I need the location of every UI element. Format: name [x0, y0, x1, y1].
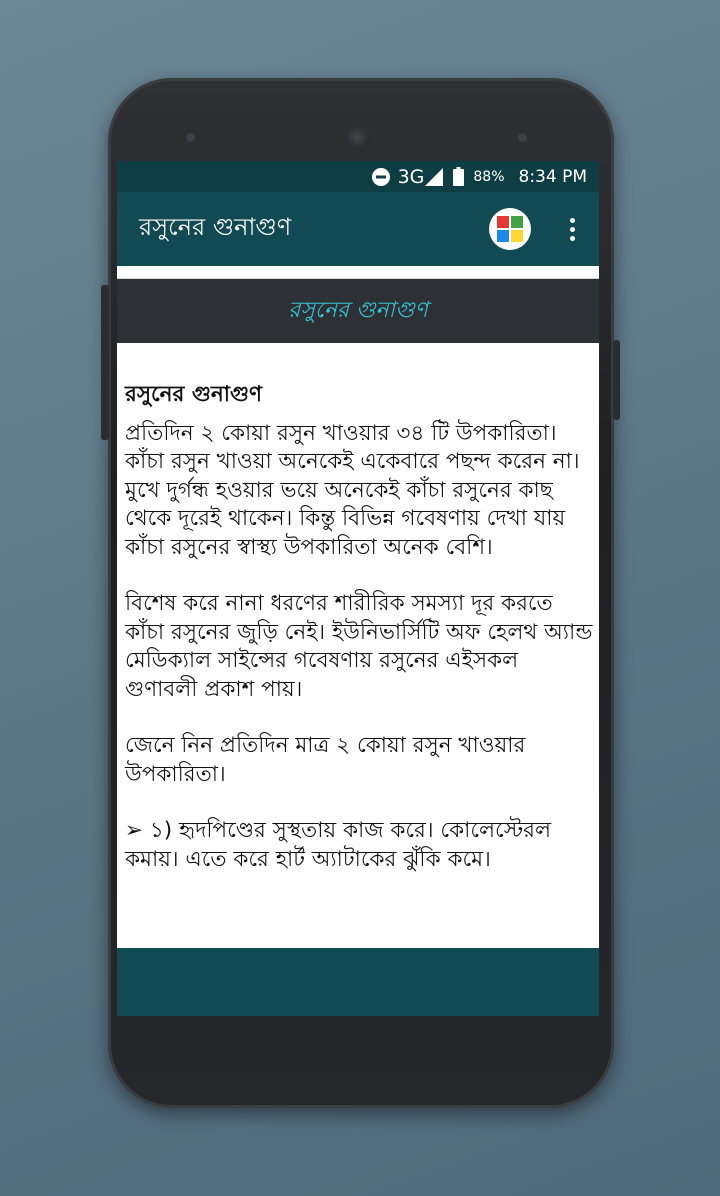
status-bar — [117, 161, 599, 192]
article-paragraph-3: জেনে নিন প্রতিদিন মাত্র ২ কোয়া রসুন খাওয়ার উপকারিতা। — [125, 733, 526, 787]
network-type: 3G — [397, 165, 425, 188]
windows-logo-icon[interactable] — [489, 208, 531, 250]
article-heading: রসুনের গুনাগুণ — [125, 382, 263, 407]
earpiece-speaker-icon — [344, 126, 370, 148]
article-paragraph-1: প্রতিদিন ২ কোয়া রসুন খাওয়ার ৩৪ টি উপকারিতা। কাঁচা রসুন খাওয়া অনেকেই একেবারে পছন্দ করেন না। মুখে দুর্গন্ধ হওয়ার ভয়ে অনেকেই কাঁচা রসুনের কাছ থেকে দূরেই থাকেন। কিন্তু বিভিন্ন গবেষণায় দেখা যায় কাঁচা রসুনের স্বাস্থ্য উপকারিতা অনেক বেশি। — [125, 420, 580, 560]
article-paragraph-4: ➢ ১) হৃদপিণ্ডের সুস্থতায় কাজ করে। কোলেস্টেরল কমায়। এতে করে হার্ট অ্যাটাকের ঝুঁকি কমে। — [125, 818, 552, 872]
app-bar — [117, 192, 599, 266]
phone-side-button-left — [101, 285, 109, 440]
front-camera-icon — [186, 133, 195, 142]
article-paragraph-2: বিশেষ করে নানা ধরণের শারীরিক সমস্যা দূর করতে কাঁচা রসুনের জুড়ি নেই। ইউনিভার্সিটি অফ হেলথ অ্যান্ড মেডিক্যাল সাইন্সের গবেষণায় রসুনের এইসকল গুণাবলী প্রকাশ পায়। — [125, 591, 593, 702]
phone-side-button-right — [613, 340, 620, 420]
article-content[interactable] — [117, 343, 599, 943]
clock: 8:34 PM — [518, 166, 587, 187]
battery-icon — [453, 167, 464, 186]
more-vert-icon[interactable] — [559, 208, 585, 250]
signal-icon — [425, 168, 443, 186]
app-title: রসুনের গুনাগুণ — [139, 213, 292, 241]
sensor-icon — [518, 133, 527, 142]
section-header-title: রসুনের গুনাগুণ — [288, 297, 428, 323]
do-not-disturb-icon — [371, 167, 391, 187]
app-screen — [117, 161, 599, 1016]
battery-percent: 88% — [473, 168, 505, 185]
bottom-bar — [117, 948, 599, 1016]
section-header — [117, 279, 599, 343]
divider-strip — [117, 266, 599, 279]
